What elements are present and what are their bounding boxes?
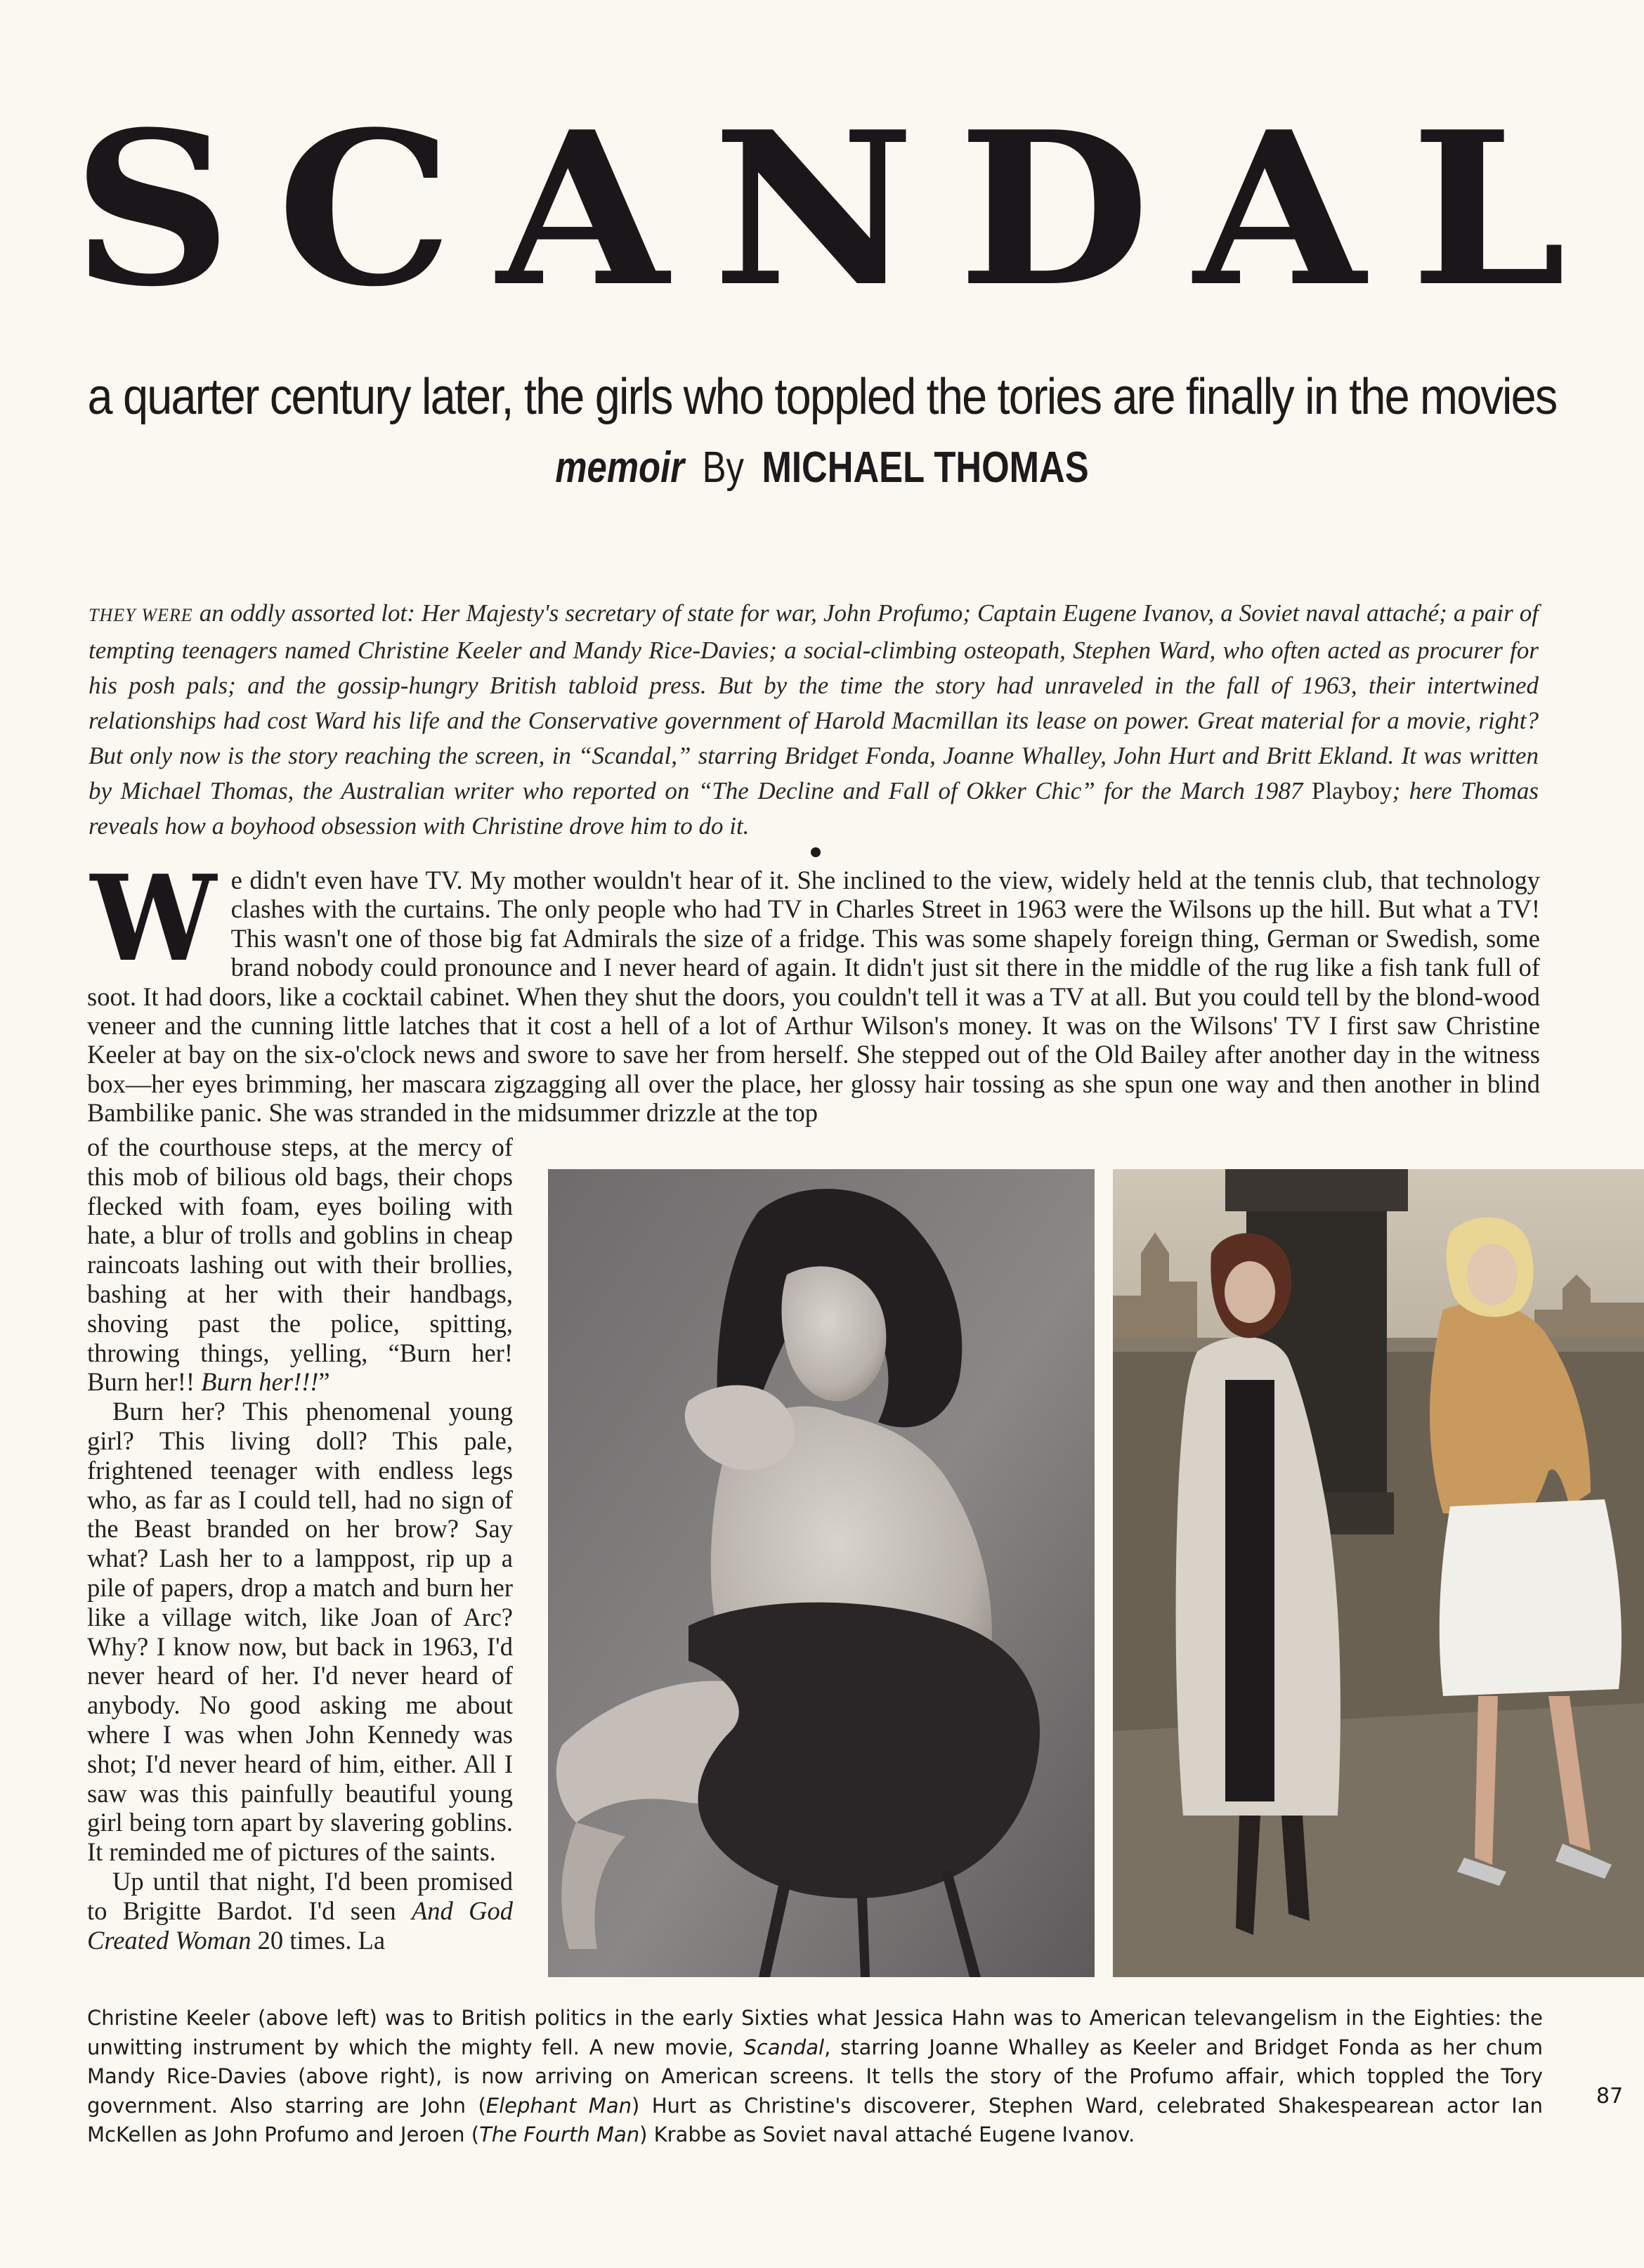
paragraph-text: Up until that night, I'd been promised to Brigitte Bardot. I'd seen [87, 1866, 513, 1925]
byline [148, 441, 1496, 495]
byline-by: By [702, 443, 744, 492]
photo-whalley-fonda [1113, 1169, 1644, 1977]
headline-letter: S [72, 85, 233, 333]
paragraph-text: 20 times. La [251, 1925, 386, 1955]
headline-letter: A [497, 85, 669, 333]
article-paragraph [87, 1133, 513, 1397]
film-title: And God Created Woman [87, 1896, 513, 1955]
page-number: 87 [1596, 2084, 1624, 2109]
headline [0, 76, 1644, 343]
caption-movie-title: Scandal [743, 2035, 825, 2059]
photo-actresses-image [1113, 1169, 1644, 1977]
article-paragraph: Burn her? This phenomenal young girl? This living doll? This pale, frightened teenager with endless legs who, as far as I could tell, had no sign of the Beast branded on her brow? Say what? Lash her to a lamppost, rip up a pile of papers, drop a match and burn her like a village witch, like Joan of Arc? Why? I know now, but back in 1963, I'd never heard of her. I'd never heard of anybody. No good asking me about where I was when John Kennedy was shot; I'd never heard of him, either. All I saw was this painfully beautiful young girl being torn apart by slavering goblins. It reminded me of pictures of the saints. [87, 1397, 513, 1867]
article-opening [87, 849, 1540, 1128]
article-column [87, 1133, 513, 1955]
photo-keeler-image [548, 1169, 1095, 1977]
caption-text: ) Hurt as Christine's discoverer, Stephen Ward, celebrated Shakespearean actor Ian McKellen as John Profumo and Jeroen ( [87, 2093, 1543, 2147]
intro-magazine-name: Playboy [1311, 777, 1392, 804]
section-bullet-divider [811, 847, 821, 857]
intro-text: an oddly assorted lot: Her Majesty's secretary of state for war, John Profumo; Captain Eugene Ivanov, a Soviet naval attaché; a pair of tempting teenagers named Christine Keeler and Mandy Rice-Davies; a social-climbing osteopath, Stephen Ward, who often acted as procurer for his posh pals; and the gossip-hungry British tabloid press. But by the time the story had unraveled in the fall of 1963, their intertwined relationships had cost Ward his life and the Conservative government of Harold Macmillan its lease on power. Great material for a movie, right? But only now is the story reaching the screen, in “Scandal,” starring Bridget Fonda, Joanne Whalley, John Hurt and Britt Ekland. It was written by Michael Thomas, the Australian writer who reported on “The Decline and Fall of Okker Chic” for the March 1987 [89, 599, 1539, 804]
byline-author: MICHAEL THOMAS [762, 443, 1089, 492]
article-opening-text: e didn't even have TV. My mother wouldn't hear of it. She inclined to the view, widely held at the tennis club, that technology clashes with the curtains. The only people who had TV in Charles Street in 1963 were the Wilsons up the hill. But what a TV! This wasn't one of those big fat Admirals the size of a fridge. This was some shapely foreign thing, German or Swedish, some brand nobody could pronounce and I never heard of again. It didn't just sit there in the middle of the rug like a fish tank full of soot. It had doors, like a cocktail cabinet. When they shut the doors, you couldn't tell it was a TV at all. But you could tell by the blond-wood veneer and the cunning little latches that it cost a hell of a lot of Arthur Wilson's money. It was on the Wilsons' TV I first saw Christine Keeler at bay on the six-o'clock news and swore to save her from herself. She stepped out of the Old Bailey after another day in the witness box—her eyes brimming, her mascara zigzagging all over the place, her glossy hair tossing as she spun one way and then another in blind Bambilike panic. She was stranded in the midsummer drizzle at the top [87, 866, 1540, 1128]
paragraph-emphasis: Burn her!!! [201, 1367, 319, 1397]
headline-letter: A [1194, 85, 1366, 333]
intro-text-end: ; here Thomas reveals how a boyhood obsession with Christine drove him to do it. [89, 777, 1539, 840]
photo-christine-keeler [548, 1169, 1095, 1977]
headline-letter: N [712, 85, 915, 333]
paragraph-text: ” [318, 1367, 330, 1397]
caption-text: , starring Joanne Whalley as Keeler and Bridget Fonda as her chum Mandy Rice-Davies (above right), is now arriving on American screens. It tells the story of the Profumo affair, which toppled the Tory government. Also starring are John ( [87, 2035, 1543, 2118]
caption-text: Christine Keeler (above left) was to British politics in the early Sixties what Jessica Hahn was to American televangelism in the Eighties: the unwitting instrument by which the mighty fell. A new movie, [87, 2006, 1543, 2059]
caption-text: ) Krabbe as Soviet naval attaché Eugene Ivanov. [639, 2123, 1135, 2147]
headline-letter: D [958, 85, 1150, 333]
drop-cap: W [90, 849, 216, 988]
subheadline: a quarter century later, the girls who toppled the tories are finally in the movies [87, 369, 1557, 425]
photo-caption [87, 2004, 1543, 2150]
article-paragraph [87, 1867, 513, 1955]
headline-letter: C [276, 85, 453, 333]
intro-lead: THEY WERE [89, 605, 193, 625]
paragraph-text: of the courthouse steps, at the mercy of this mob of bilious old bags, their chops flecked with foam, eyes boiling with hate, a blur of trolls and goblins in cheap raincoats lashing out with their brollies, bashing at her with their handbags, shoving past the police, spitting, throwing things, yelling, “Burn her! Burn her!! [87, 1133, 513, 1397]
caption-film-title: The Fourth Man [479, 2123, 640, 2147]
caption-film-title: Elephant Man [485, 2093, 632, 2118]
intro-deck [89, 596, 1539, 844]
byline-kicker: memoir [555, 443, 684, 492]
headline-letter: L [1410, 85, 1567, 333]
